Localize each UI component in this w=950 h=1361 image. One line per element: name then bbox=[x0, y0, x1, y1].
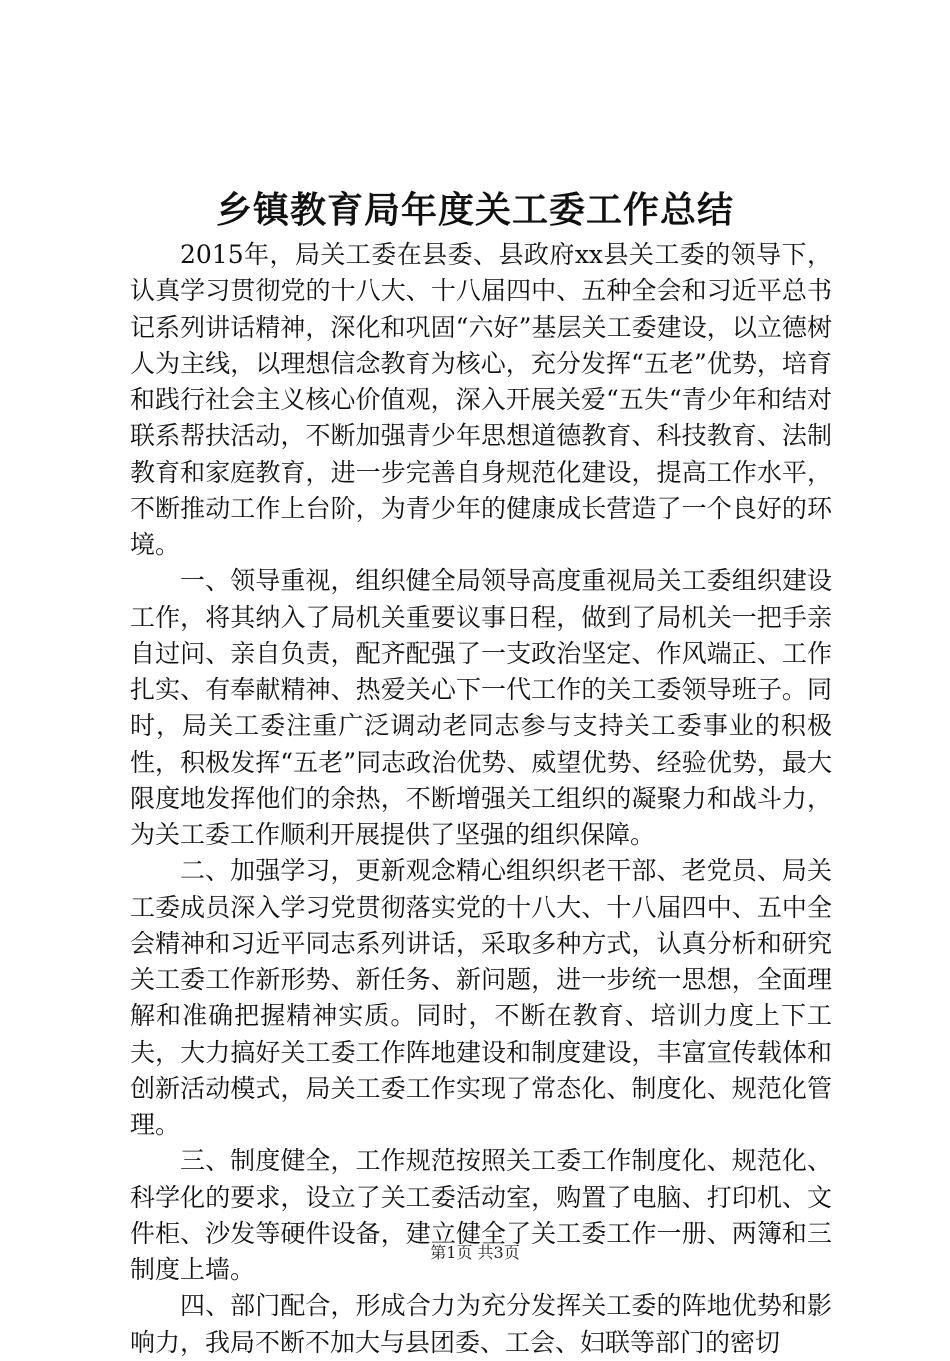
paragraph-intro: 2015年，局关工委在县委、县政府xx县关工委的领导下，认真学习贯彻党的十八大、十八届四中、五种全会和习近平总书记系列讲话精神，深化和巩固“六好”基层关工委建设，以立德树人为主线，以理想信念教育为核心，充分发挥“五老”优势，培育和践行社会主义核心价值观，深入开展关爱“五失“青少年和结对联系帮扶活动，不断加强青少年思想道德教育、科技教育、法制教育和家庭教育，进一步完善自身规范化建设，提高工作水平，不断推动工作上台阶，为青少年的健康成长营造了一个良好的环境。 bbox=[130, 240, 832, 559]
paragraph-section-3: 三、制度健全，工作规范按照关工委工作制度化、规范化、科学化的要求，设立了关工委活动室，购置了电脑、打印机、文件柜、沙发等硬件设备，建立健全了关工委工作一册、两簿和三制度上墙。 bbox=[130, 1146, 832, 1284]
paragraph-section-1: 一、领导重视，组织健全局领导高度重视局关工委组织建设工作，将其纳入了局机关重要议事日程，做到了局机关一把手亲自过问、亲自负责，配齐配强了一支政治坚定、作风端正、工作扎实、有奉献精神、热爱关心下一代工作的关工委领导班子。同时，局关工委注重广泛调动老同志参与支持关工委事业的积极性，积极发挥“五老”同志政治优势、威望优势、经验优势，最大限度地发挥他们的余热，不断增强关工组织的凝聚力和战斗力，为关工委工作顺利开展提供了坚强的组织保障。 bbox=[130, 566, 832, 849]
page-number-footer: 第1页 共3页 bbox=[430, 1243, 520, 1262]
paragraph-section-4: 四、部门配合，形成合力为充分发挥关工委的阵地优势和影响力，我局不断不加大与县团委、工会、妇联等部门的密切 bbox=[130, 1291, 832, 1357]
paragraph-section-2: 二、加强学习，更新观念精心组织织老干部、老党员、局关工委成员深入学习党贯彻落实党的十八大、十八届四中、五中全会精神和习近平同志系列讲话，采取多种方式，认真分析和研究关工委工作新形势、新任务、新问题，进一步统一思想，全面理解和准确把握精神实质。同时，不断在教育、培训力度上下工夫，大力搞好关工委工作阵地建设和制度建设，丰富宣传载体和创新活动模式，局关工委工作实现了常态化、制度化、规范化管理。 bbox=[130, 856, 832, 1139]
page-title: 乡镇教育局年度关工委工作总结 bbox=[215, 189, 734, 231]
document-body bbox=[130, 237, 832, 1361]
